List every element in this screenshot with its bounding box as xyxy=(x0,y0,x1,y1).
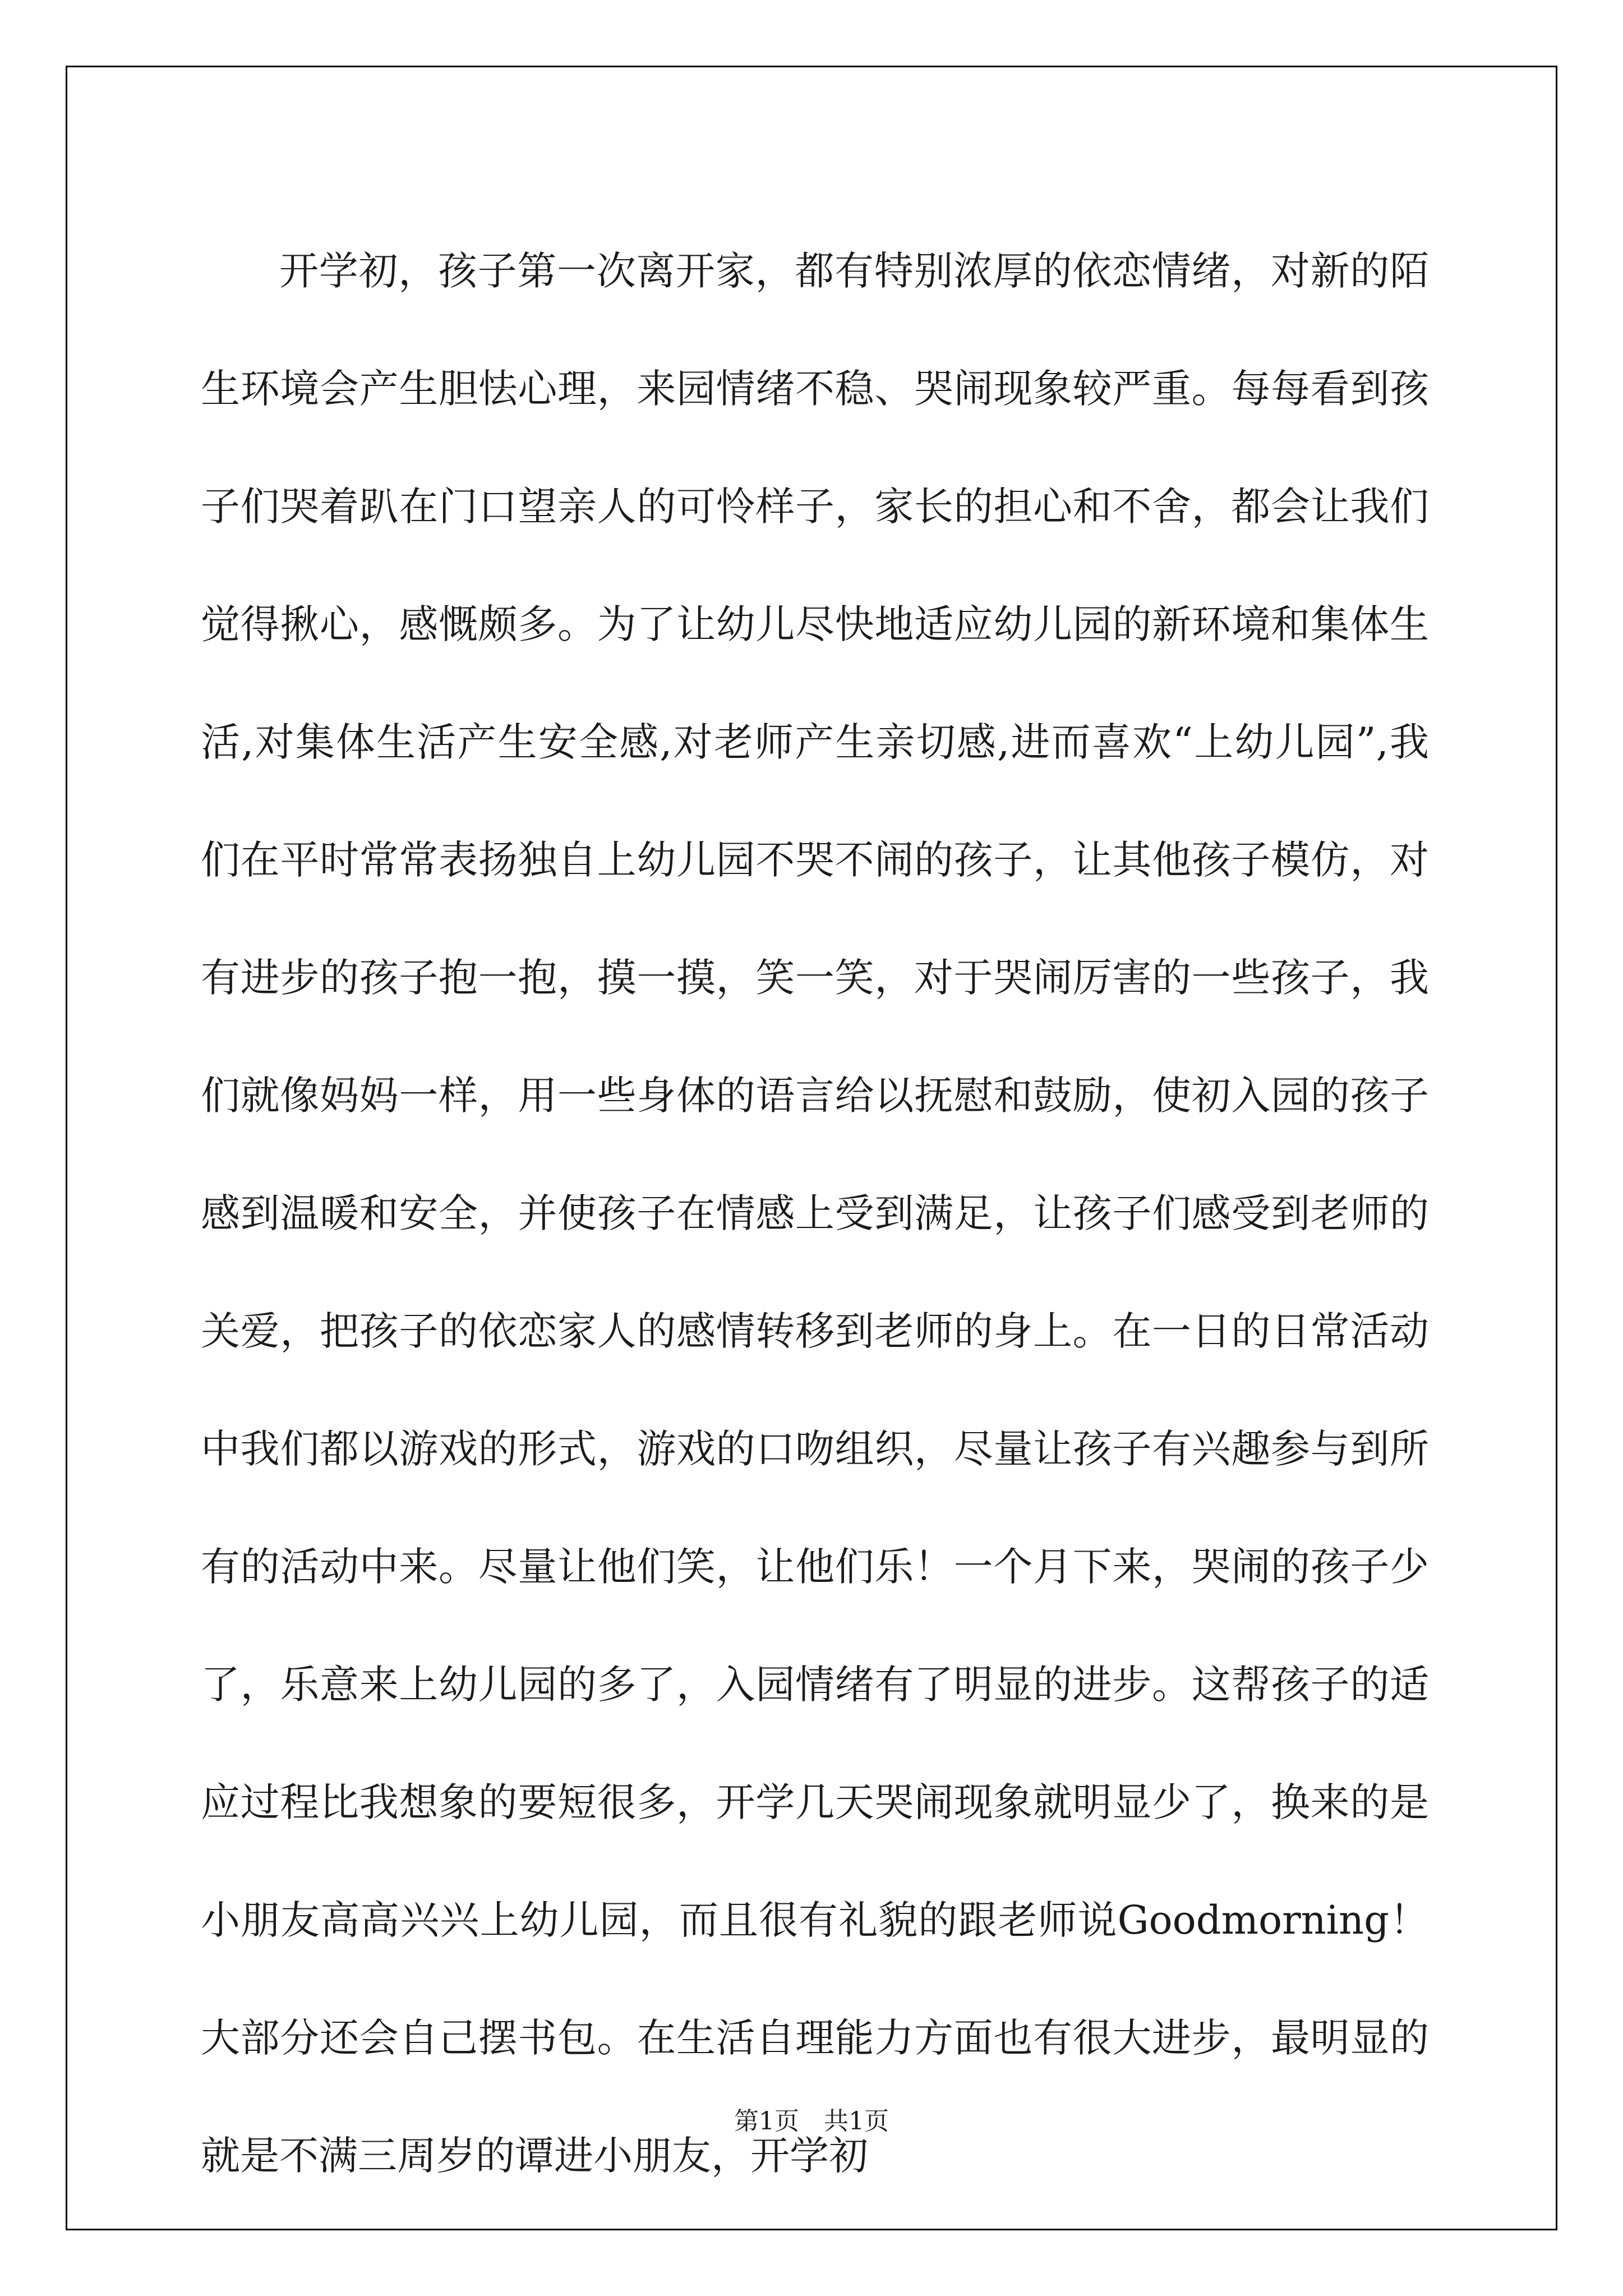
page-footer: 第1页 共1页 xyxy=(734,2107,889,2136)
body-paragraph: 开学初，孩子第一次离开家，都有特别浓厚的依恋情绪，对新的陌生环境会产生胆怯心理，来园情绪不稳、哭闹现象较严重。每每看到孩子们哭着趴在门口望亲人的可怜样子，家长的担心和不舍，都会让我们觉得揪心，感慨颇多。为了让幼儿尽快地适应幼儿园的新环境和集体生活,对集体生活产生安全感,对老师产生亲切感,进而喜欢“上幼儿园”,我们在平时常常表扬独自上幼儿园不哭不闹的孩子，让其他孩子模仿，对有进步的孩子抱一抱，摸一摸，笑一笑，对于哭闹厉害的一些孩子，我们就像妈妈一样，用一些身体的语言给以抚慰和鼓励，使初入园的孩子感到温暖和安全，并使孩子在情感上受到满足，让孩子们感受到老师的关爱，把孩子的依恋家人的感情转移到老师的身上。在一日的日常活动中我们都以游戏的形式，游戏的口吻组织，尽量让孩子有兴趣参与到所有的活动中来。尽量让他们笑，让他们乐！一个月下来，哭闹的孩子少了，乐意来上幼儿园的多了，入园情绪有了明显的进步。这帮孩子的适应过程比我想象的要短很多，开学几天哭闹现象就明显少了，换来的是小朋友高高兴兴上幼儿园，而且很有礼貌的跟老师说Goodmorning！大部分还会自己摆书包。在生活自理能力方面也有很大进步，最明显的就是不满三周岁的谭进小朋友，开学初 xyxy=(201,248,1429,2179)
